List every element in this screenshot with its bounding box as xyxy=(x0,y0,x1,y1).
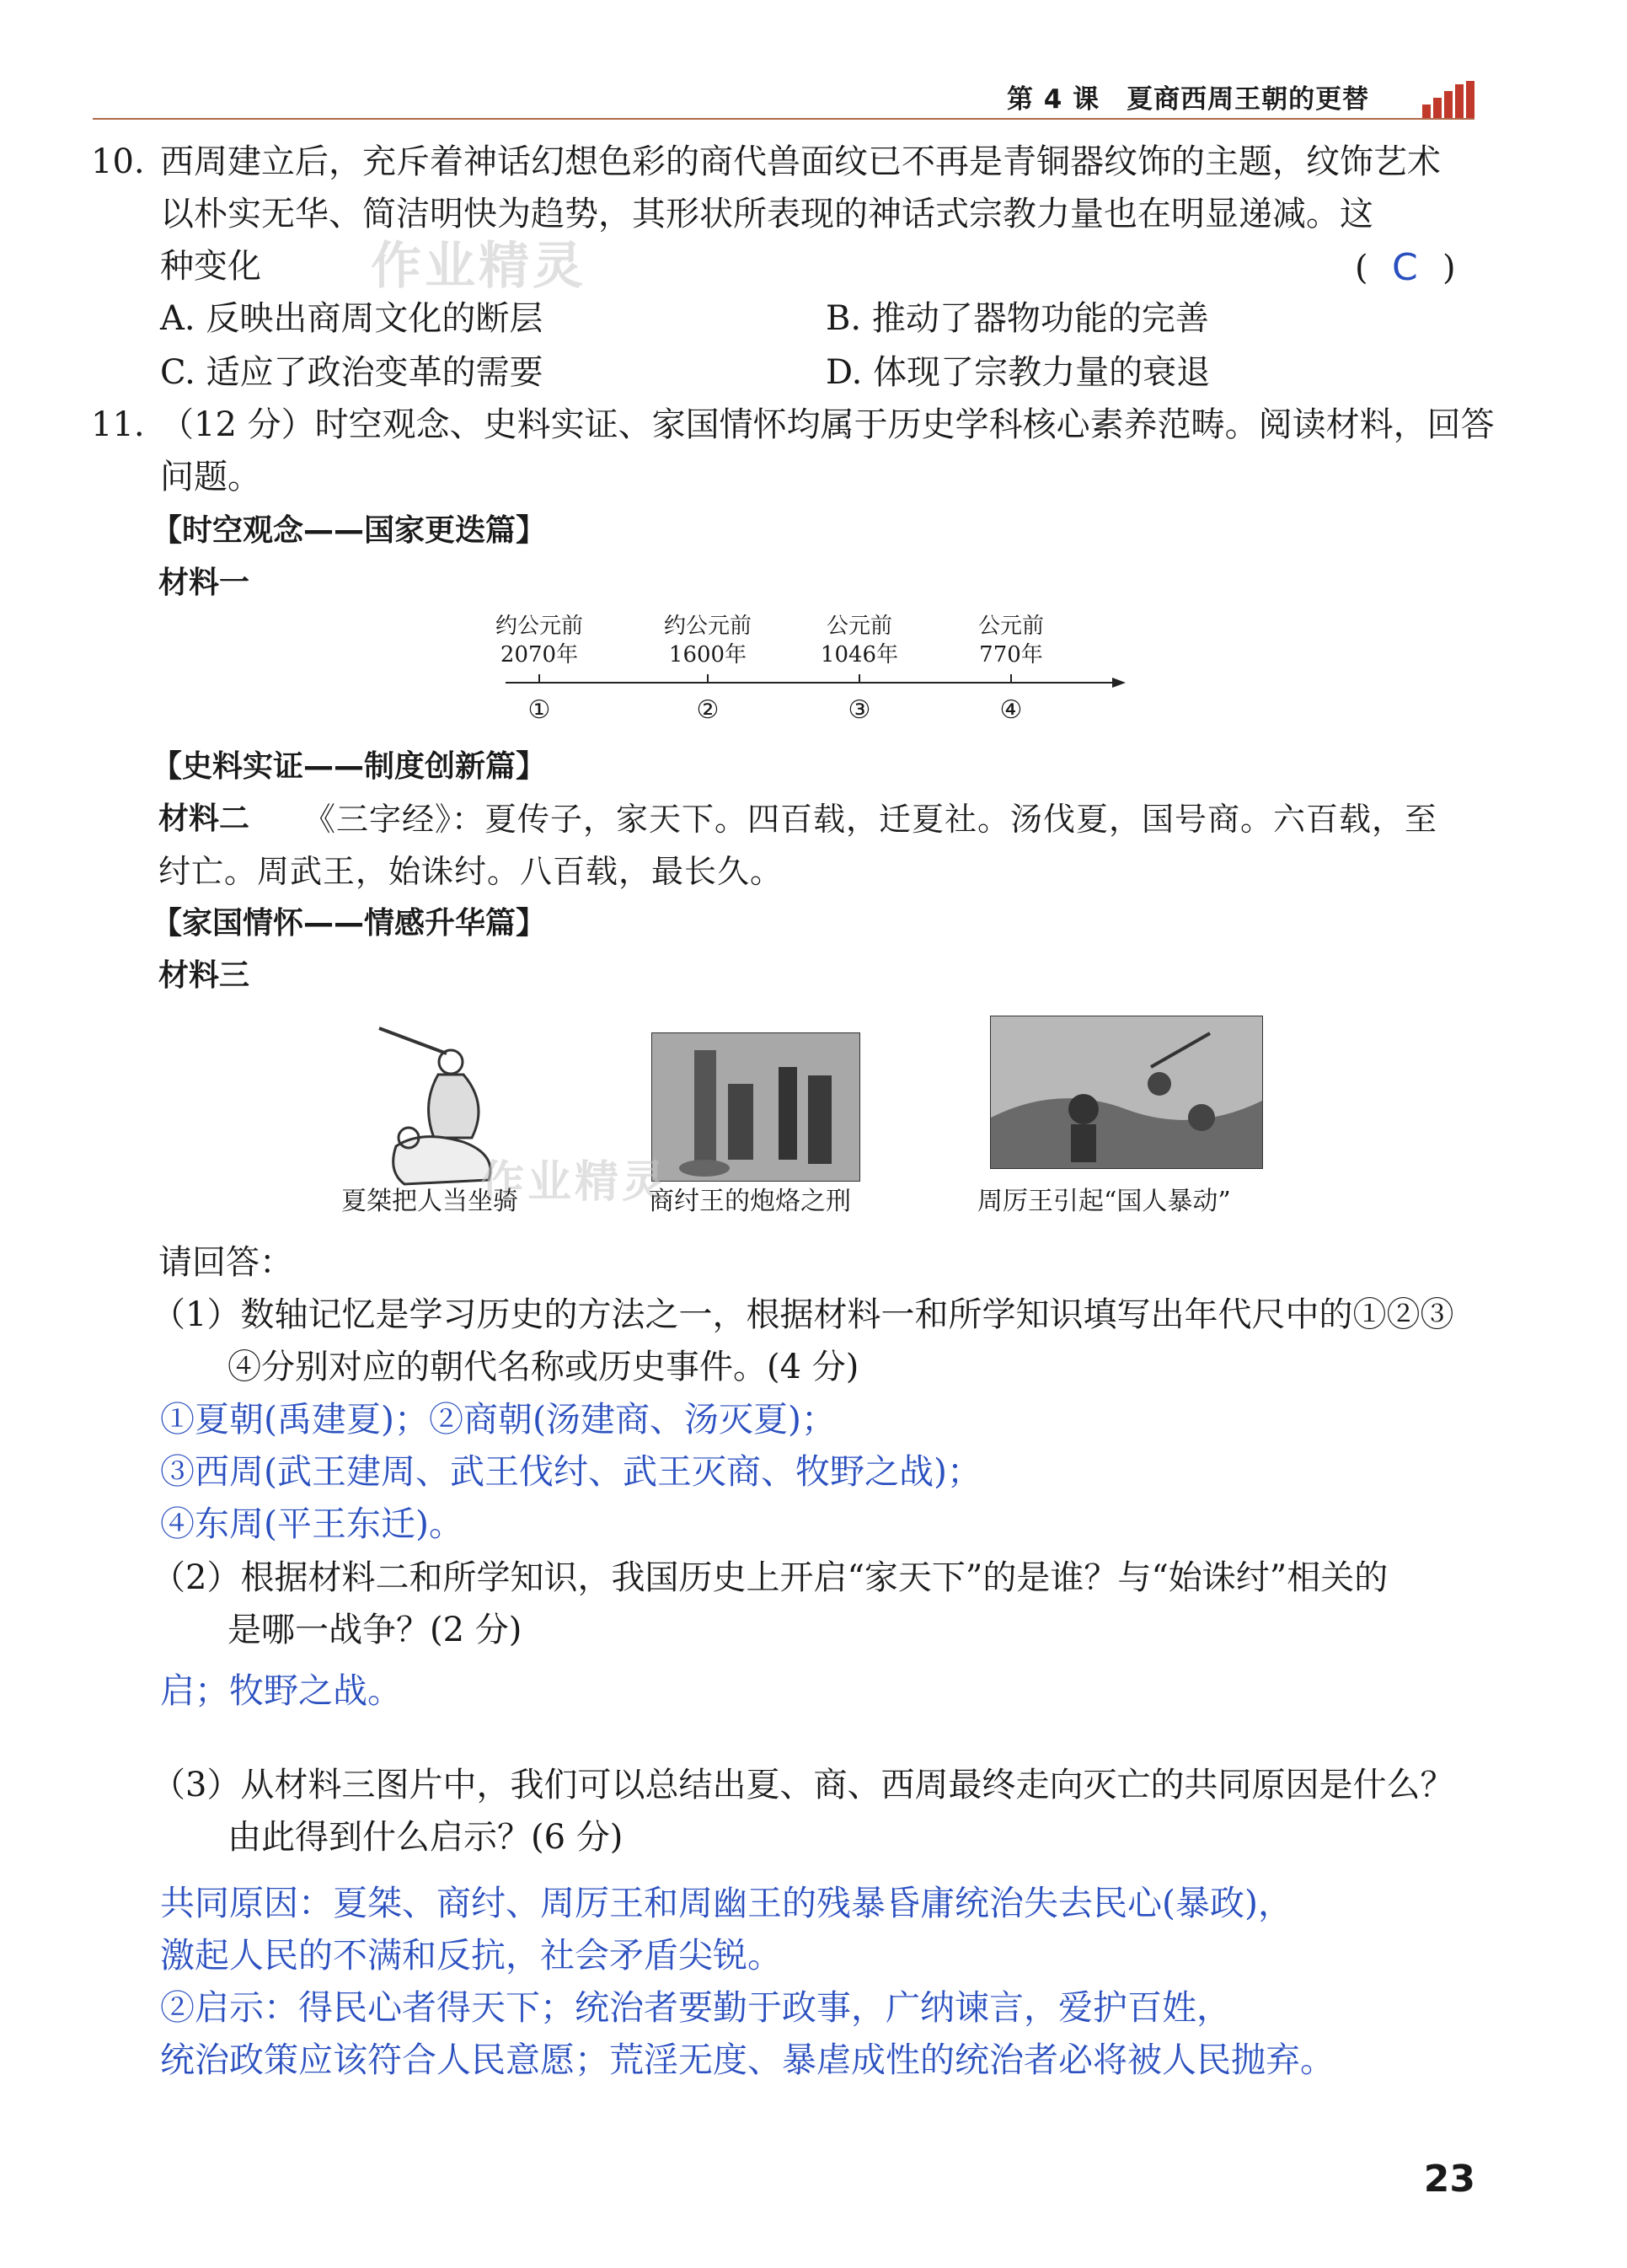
q10-option-a: A. 反映出商周文化的断层 xyxy=(160,299,543,338)
sub1-answer-line2: ③西周(武王建周、武王伐纣、武王灭商、牧野之战)； xyxy=(160,1451,982,1492)
material2-text-line1: 《三字经》：夏传子，家天下。四百载，迁夏社。汤伐夏，国号商。六百载，至 xyxy=(303,801,1438,838)
caption-xia-jie: 夏桀把人当坐骑 xyxy=(341,1187,518,1216)
timeline-year: 1600年 xyxy=(668,642,747,668)
timeline xyxy=(472,612,1129,730)
caption-zhou-li: 周厉王引起“国人暴动” xyxy=(977,1187,1231,1216)
sub1-answer-line3: ④东周(平王东迁)。 xyxy=(160,1504,463,1544)
material1-label: 材料一 xyxy=(158,566,250,600)
header-divider xyxy=(93,118,1474,120)
material2-text-line2: 纣亡。周武王，始诛纣。八百载，最长久。 xyxy=(158,853,784,890)
q10-bracket-close: ) xyxy=(1442,249,1456,287)
header-bars-icon xyxy=(1422,81,1474,118)
q10-bracket-open: ( xyxy=(1355,249,1368,287)
timeline-year: 770年 xyxy=(979,642,1043,668)
sub1-text-line1: （1）数轴记忆是学习历史的方法之一，根据材料一和所学知识填写出年代尺中的①②③ xyxy=(152,1295,1454,1334)
sub3-text-line2: 由此得到什么启示？(6 分) xyxy=(227,1818,624,1857)
timeline-mark: ③ xyxy=(848,695,871,725)
caption-shang-zhou: 商纣王的炮烙之刑 xyxy=(649,1187,851,1216)
q10-answer: C xyxy=(1392,246,1418,289)
section3-title: 【家国情怀——情感升华篇】 xyxy=(152,906,547,941)
material2-label: 材料二 xyxy=(158,802,250,836)
sub3-answer-line3: ②启示：得民心者得天下；统治者要勤于政事，广纳谏言，爱护百姓， xyxy=(160,1987,1231,2028)
timeline-label-top: 公元前 xyxy=(826,614,892,639)
timeline-year: 2070年 xyxy=(500,642,579,668)
q10-number: 10. xyxy=(91,142,145,181)
q10-option-b: B. 推动了器物功能的完善 xyxy=(826,299,1209,338)
timeline-axis xyxy=(472,671,1129,696)
watermark-text: 作业精灵 xyxy=(480,1157,670,1208)
section1-title: 【时空观念——国家更迭篇】 xyxy=(152,513,547,548)
timeline-year: 1046年 xyxy=(820,642,899,668)
sub3-answer-line1: 共同原因：夏桀、商纣、周厉王和周幽王的残暴昏庸统治失去民心(暴政)， xyxy=(160,1883,1293,1923)
sub1-answer-line1: ①夏朝(禹建夏)；②商朝(汤建商、汤灭夏)； xyxy=(160,1399,836,1440)
sub2-text-line1: （2）根据材料二和所学知识，我国历史上开启“家天下”的是谁？与“始诛纣”相关的 xyxy=(152,1558,1389,1597)
q11-number: 11. xyxy=(91,405,145,444)
q10-text-line1: 西周建立后，充斥着神话幻想色彩的商代兽面纹已不再是青铜器纹饰的主题，纹饰艺术 xyxy=(160,142,1441,181)
sub2-answer: 启；牧野之战。 xyxy=(160,1670,402,1711)
q11-text-line2: 问题。 xyxy=(160,458,261,496)
sub3-answer-line2: 激起人民的不满和反抗，社会矛盾尖锐。 xyxy=(160,1935,782,1976)
timeline-mark: ② xyxy=(696,695,720,725)
lesson-header-title: 第 4 课 夏商西周王朝的更替 xyxy=(1007,84,1370,115)
timeline-mark: ① xyxy=(527,695,551,725)
timeline-label-top: 约公元前 xyxy=(495,614,583,639)
q11-text-line1: （12 分）时空观念、史料实证、家国情怀均属于历史学科核心素养范畴。阅读材料，回答 xyxy=(160,405,1495,444)
watermark-text: 作业精灵 xyxy=(371,237,586,296)
timeline-mark: ④ xyxy=(999,695,1023,725)
q10-option-d: D. 体现了宗教力量的衰退 xyxy=(826,353,1211,392)
q10-text-line3: 种变化 xyxy=(160,247,261,286)
sub3-answer-line4: 统治政策应该符合人民意愿；荒淫无度、暴虐成性的统治者必将被人民抛弃。 xyxy=(160,2040,1335,2080)
timeline-label-top: 约公元前 xyxy=(663,614,752,639)
timeline-label-top: 公元前 xyxy=(977,614,1044,639)
shang-zhou-punishment-image xyxy=(651,1032,860,1182)
q10-text-line2: 以朴实无华、简洁明快为趋势，其形状所表现的神话式宗教力量也在明显递减。这 xyxy=(160,195,1373,233)
sub3-text-line1: （3）从材料三图片中，我们可以总结出夏、商、西周最终走向灭亡的共同原因是什么？ xyxy=(152,1766,1454,1804)
material3-label: 材料三 xyxy=(158,958,250,993)
sub2-text-line2: 是哪一战争？(2 分) xyxy=(227,1611,522,1649)
ask-prompt: 请回答： xyxy=(158,1243,293,1282)
section2-title: 【史料实证——制度创新篇】 xyxy=(152,749,547,784)
guoren-uprising-image xyxy=(990,1016,1263,1169)
q10-option-c: C. 适应了政治变革的需要 xyxy=(160,353,543,392)
sub1-text-line2: ④分别对应的朝代名称或历史事件。(4 分) xyxy=(227,1348,859,1386)
page-number: 23 xyxy=(1423,2158,1475,2201)
